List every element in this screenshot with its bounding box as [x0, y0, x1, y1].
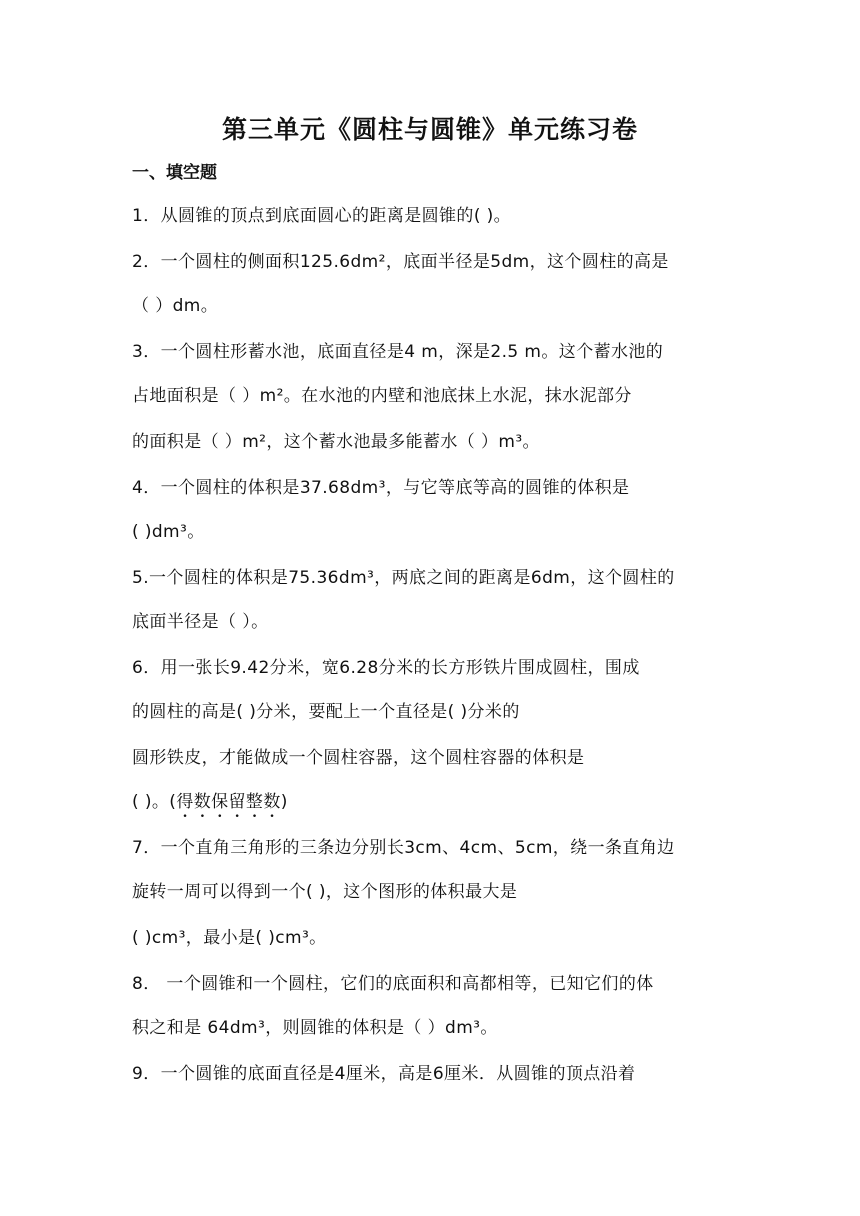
question-2-line-1: 2．一个圆柱的侧面积125.6dm²，底面半径是5dm，这个圆柱的高是 [132, 252, 669, 272]
question-7-line-1: 7．一个直角三角形的三条边分别长3cm、4cm、5cm，绕一条直角边 [132, 838, 675, 858]
question-8-line-2: 积之和是 64dm³，则圆锥的体积是（ ）dm³。 [132, 1018, 498, 1038]
rounding-note: (得数保留整数) [169, 792, 288, 812]
question-5-line-2: 底面半径是（ ）。 [132, 612, 269, 632]
question-4-line-2: ( )dm³。 [132, 522, 205, 542]
question-6-line-4 [132, 788, 732, 822]
page-title: 第三单元《圆柱与圆锥》单元练习卷 [221, 115, 638, 144]
question-3-line-3: 的面积是（ ）m²，这个蓄水池最多能蓄水（ ）m³。 [132, 432, 540, 452]
question-6-blank: ( )。 [132, 792, 170, 812]
question-3-line-1: 3．一个圆柱形蓄水池，底面直径是4 m，深是2.5 m。这个蓄水池的 [132, 342, 664, 362]
question-7-line-2: 旋转一周可以得到一个( )，这个图形的体积最大是 [132, 882, 518, 902]
question-2-line-2: （ ）dm。 [132, 296, 219, 316]
question-1-line: 1．从圆锥的顶点到底面圆心的距离是圆锥的( )。 [132, 206, 512, 226]
question-9-line-1: 9．一个圆锥的底面直径是4厘米，高是6厘米．从圆锥的顶点沿着 [132, 1064, 636, 1084]
section-heading: 一、填空题 [132, 163, 217, 183]
question-7-line-3: ( )cm³，最小是( )cm³。 [132, 928, 327, 948]
question-6-line-1: 6．用一张长9.42分米，宽6.28分米的长方形铁片围成圆柱，围成 [132, 658, 640, 678]
question-3-line-2: 占地面积是（ ）m²。在水池的内壁和池底抹上水泥，抹水泥部分 [132, 386, 632, 406]
question-8-line-1: 8． 一个圆锥和一个圆柱，它们的底面积和高都相等，已知它们的体 [132, 974, 654, 994]
question-4-line-1: 4．一个圆柱的体积是37.68dm³，与它等底等高的圆锥的体积是 [132, 478, 630, 498]
question-6-line-2: 的圆柱的高是( )分米，要配上一个直径是( )分米的 [132, 702, 520, 722]
question-6-line-3: 圆形铁皮，才能做成一个圆柱容器，这个圆柱容器的体积是 [132, 748, 585, 768]
question-5-line-1: 5.一个圆柱的体积是75.36dm³，两底之间的距离是6dm，这个圆柱的 [132, 568, 675, 588]
